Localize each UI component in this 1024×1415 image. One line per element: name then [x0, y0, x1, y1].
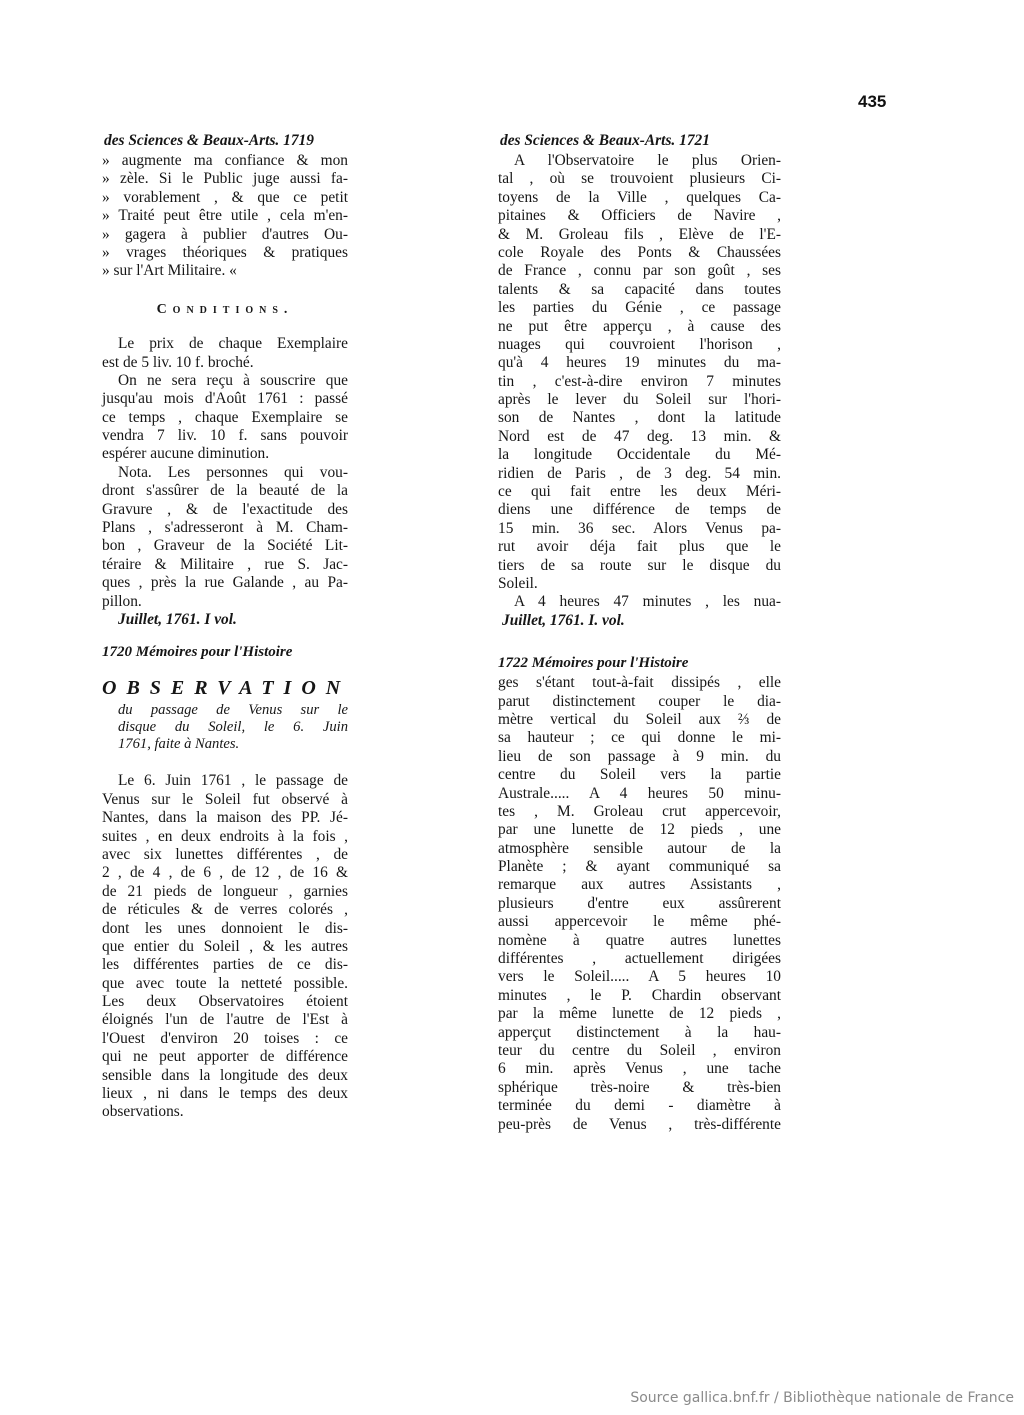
running-head: 1722 Mémoires pour l'Histoire	[498, 655, 689, 672]
text-line: Nantes, dans la maison des PP. Jé-	[102, 809, 348, 827]
text-line: peu-près de Venus , très-différente	[498, 1115, 781, 1133]
text-line: de réticules & de verres colorés ,	[102, 901, 348, 919]
text-line: pillon.	[102, 592, 142, 610]
text-line: centre du Soleil vers la partie	[498, 766, 781, 784]
text-line: 2 , de 4 , de 6 , de 12 , de 16 &	[102, 864, 348, 882]
running-head: des Sciences & Beaux-Arts. 1721	[500, 132, 710, 149]
text-line: les différentes parties de ce dis-	[102, 956, 348, 974]
nota-paragraph	[102, 464, 348, 611]
source-attribution: Source gallica.bnf.fr / Bibliothèque nationale de France	[630, 1390, 1014, 1406]
right-column	[498, 132, 781, 1134]
text-line: Les deux Observatoires étoient	[102, 993, 348, 1011]
text-line: Soleil.	[498, 574, 538, 592]
text-line: différentes , actuellement dirigées	[498, 950, 781, 968]
text-line: Le prix de chaque Exemplaire	[118, 335, 348, 353]
text-line: apperçut distinctement à la hau-	[498, 1023, 781, 1041]
observation-body	[102, 772, 348, 1121]
text-line: la longitude Occidentale du Mé-	[498, 446, 781, 464]
quote-paragraph	[102, 152, 348, 281]
text-line: ges s'étant tout-à-fait dissipés , elle	[498, 674, 781, 692]
text-line: Australe..... A 4 heures 50 minu-	[498, 784, 781, 802]
text-line: Venus sur le Soleil fut observé à	[102, 790, 348, 808]
text-line: teur du centre du Soleil , environ	[498, 1041, 781, 1059]
text-line: Gravure , & de l'exactitude des	[102, 500, 348, 518]
text-line: dront s'assûrer de la beauté de la	[102, 482, 348, 500]
text-line: ques , près la rue Galande , au Pa-	[102, 574, 348, 592]
text-line: ridien de Paris , de 3 deg. 54 min.	[498, 464, 781, 482]
text-line: toyens de la Ville , quelques Ca-	[498, 188, 781, 206]
text-line: pitaines & Officiers de Navire ,	[498, 207, 781, 225]
text-line: par la même lunette de 12 pieds ,	[498, 1005, 781, 1023]
text-line: éloignés l'un de l'autre de l'Est à	[102, 1011, 348, 1029]
text-line: observations.	[102, 1103, 184, 1121]
text-line: qui ne peut apporter de différence	[102, 1048, 348, 1066]
text-line: avec six lunettes différentes , de	[102, 845, 348, 863]
subtitle-line: disque du Soleil, le 6. Juin	[118, 719, 348, 736]
text-line: Planète ; & ayant communiqué sa	[498, 858, 781, 876]
text-line: vers le Soleil..... A 5 heures 10	[498, 968, 781, 986]
text-line: » vrages théoriques & pratiques	[102, 243, 348, 261]
text-line: ne put être apperçu , à cause des	[498, 317, 781, 335]
spacer	[498, 630, 781, 654]
text-line: dont les unes donnoient le dis-	[102, 919, 348, 937]
conditions-heading: Conditions.	[156, 301, 294, 317]
text-line: de 21 pieds de longueur , garnies	[102, 882, 348, 900]
subtitle-line: du passage de Venus sur le	[118, 702, 348, 719]
text-line: plusieurs d'entre eux assûrerent	[498, 894, 781, 912]
text-line: remarque aux autres Assistants ,	[498, 876, 781, 894]
issue-line: Juillet, 1761. I. vol.	[502, 611, 625, 629]
observation-subtitle	[102, 701, 348, 752]
text-line: ce temps , chaque Exemplaire se	[102, 408, 348, 426]
text-line: ce qui fait entre les deux Méri-	[498, 483, 781, 501]
text-line: l'Ouest d'environ 20 toises : ce	[102, 1029, 348, 1047]
text-line: terminée du demi - diamètre à	[498, 1097, 781, 1115]
observatory-paragraph	[498, 152, 781, 612]
text-line: aussi appercevoir le même phé-	[498, 913, 781, 931]
text-line: sphérique très-noire & très-bien	[498, 1078, 781, 1096]
text-line: A l'Observatoire le plus Orien-	[514, 152, 781, 169]
text-line: que avec toute la netteté possible.	[102, 974, 348, 992]
text-line: vendra 7 liv. 10 f. sans pouvoir	[102, 427, 348, 445]
text-line: nomène à quatre autres lunettes	[498, 931, 781, 949]
text-line: diens une différence de temps de	[498, 501, 781, 519]
text-line: lieu de son passage à 9 min. du	[498, 747, 781, 765]
text-line: de France , connu par son goût , ses	[498, 262, 781, 280]
text-line: 6 min. après Venus , une tache	[498, 1060, 781, 1078]
text-line: On ne sera reçu à souscrire que	[118, 371, 348, 389]
text-line: espérer aucune diminution.	[102, 445, 270, 463]
text-line: nuages qui couvroient l'horison ,	[498, 335, 781, 353]
text-line: tin , c'est-à-dire environ 7 minutes	[498, 372, 781, 390]
transit-paragraph	[498, 674, 781, 1134]
text-line: Le 6. Juin 1761 , le passage de	[118, 772, 348, 790]
text-line: parut distinctement couper le dia-	[498, 692, 781, 710]
spacer	[102, 752, 348, 772]
text-line: 15 min. 36 sec. Alors Venus pa-	[498, 519, 781, 537]
text-line: » sur l'Art Militaire. «	[102, 262, 237, 280]
text-line: » vorablement , & que ce petit	[102, 188, 348, 206]
text-line: rut avoir déja fait plus que le	[498, 538, 781, 556]
text-line: Plans , s'adresseront à M. Cham-	[102, 519, 348, 537]
text-line: cole Royale des Ponts & Chaussées	[498, 243, 781, 261]
left-column	[102, 132, 351, 1122]
text-line: atmosphère sensible autour de la	[498, 839, 781, 857]
text-line: A 4 heures 47 minutes , les nua-	[514, 593, 781, 611]
text-line: que entier du Soleil , & les autres	[102, 937, 348, 955]
text-line: sensible dans la longitude des deux	[102, 1066, 348, 1084]
text-line: » Traité peut être utile , cela m'en-	[102, 207, 348, 225]
text-line: minutes , le P. Chardin observant	[498, 986, 781, 1004]
text-line: est de 5 liv. 10 f. broché.	[102, 353, 254, 371]
text-line: tiers de sa route sur le disque du	[498, 556, 781, 574]
text-line: après le lever du Soleil sur l'hori-	[498, 391, 781, 409]
text-line: par une lunette de 12 pieds , une	[498, 821, 781, 839]
text-line: talents & sa capacité dans toutes	[498, 280, 781, 298]
text-line: » augmente ma confiance & mon	[102, 152, 348, 169]
text-line: tes , M. Groleau crut appercevoir,	[498, 802, 781, 820]
running-head: des Sciences & Beaux-Arts. 1719	[104, 132, 314, 149]
text-line: téraire & Militaire , rue S. Jac-	[102, 555, 348, 573]
running-head: 1720 Mémoires pour l'Histoire	[102, 644, 293, 661]
text-line: lieux , ni dans le temps des deux	[102, 1085, 348, 1103]
text-line: Nord est de 47 deg. 13 min. &	[498, 427, 781, 445]
text-line: bon , Graveur de la Société Lit-	[102, 537, 348, 555]
text-line: Nota. Les personnes qui vou-	[118, 463, 348, 481]
text-line: les parties du Génie , ce passage	[498, 299, 781, 317]
text-line: & M. Groleau fils , Elève de l'E-	[498, 225, 781, 243]
text-line: » zèle. Si le Public juge aussi fa-	[102, 170, 348, 188]
text-line: son de Nantes , dont la latitude	[498, 409, 781, 427]
text-line: qu'à 4 heures 19 minutes du ma-	[498, 354, 781, 372]
text-line: sa hauteur ; ce qui donne le mi-	[498, 729, 781, 747]
page-number: 435	[858, 92, 887, 111]
text-line: jusqu'au mois d'Août 1761 : passé	[102, 390, 348, 408]
conditions-paragraph	[102, 335, 348, 464]
issue-line: Juillet, 1761. I vol.	[118, 611, 237, 628]
text-line: mètre vertical du Soleil aux ⅔ de	[498, 710, 781, 728]
text-line: » gagera à publier d'autres Ou-	[102, 225, 348, 243]
text-line: tal , où se trouvoient plusieurs Ci-	[498, 170, 781, 188]
text-line: suites , en deux endroits à la fois ,	[102, 827, 348, 845]
observation-title: OBSERVATION	[102, 677, 351, 700]
subtitle-line: 1761, faite à Nantes.	[118, 736, 240, 753]
